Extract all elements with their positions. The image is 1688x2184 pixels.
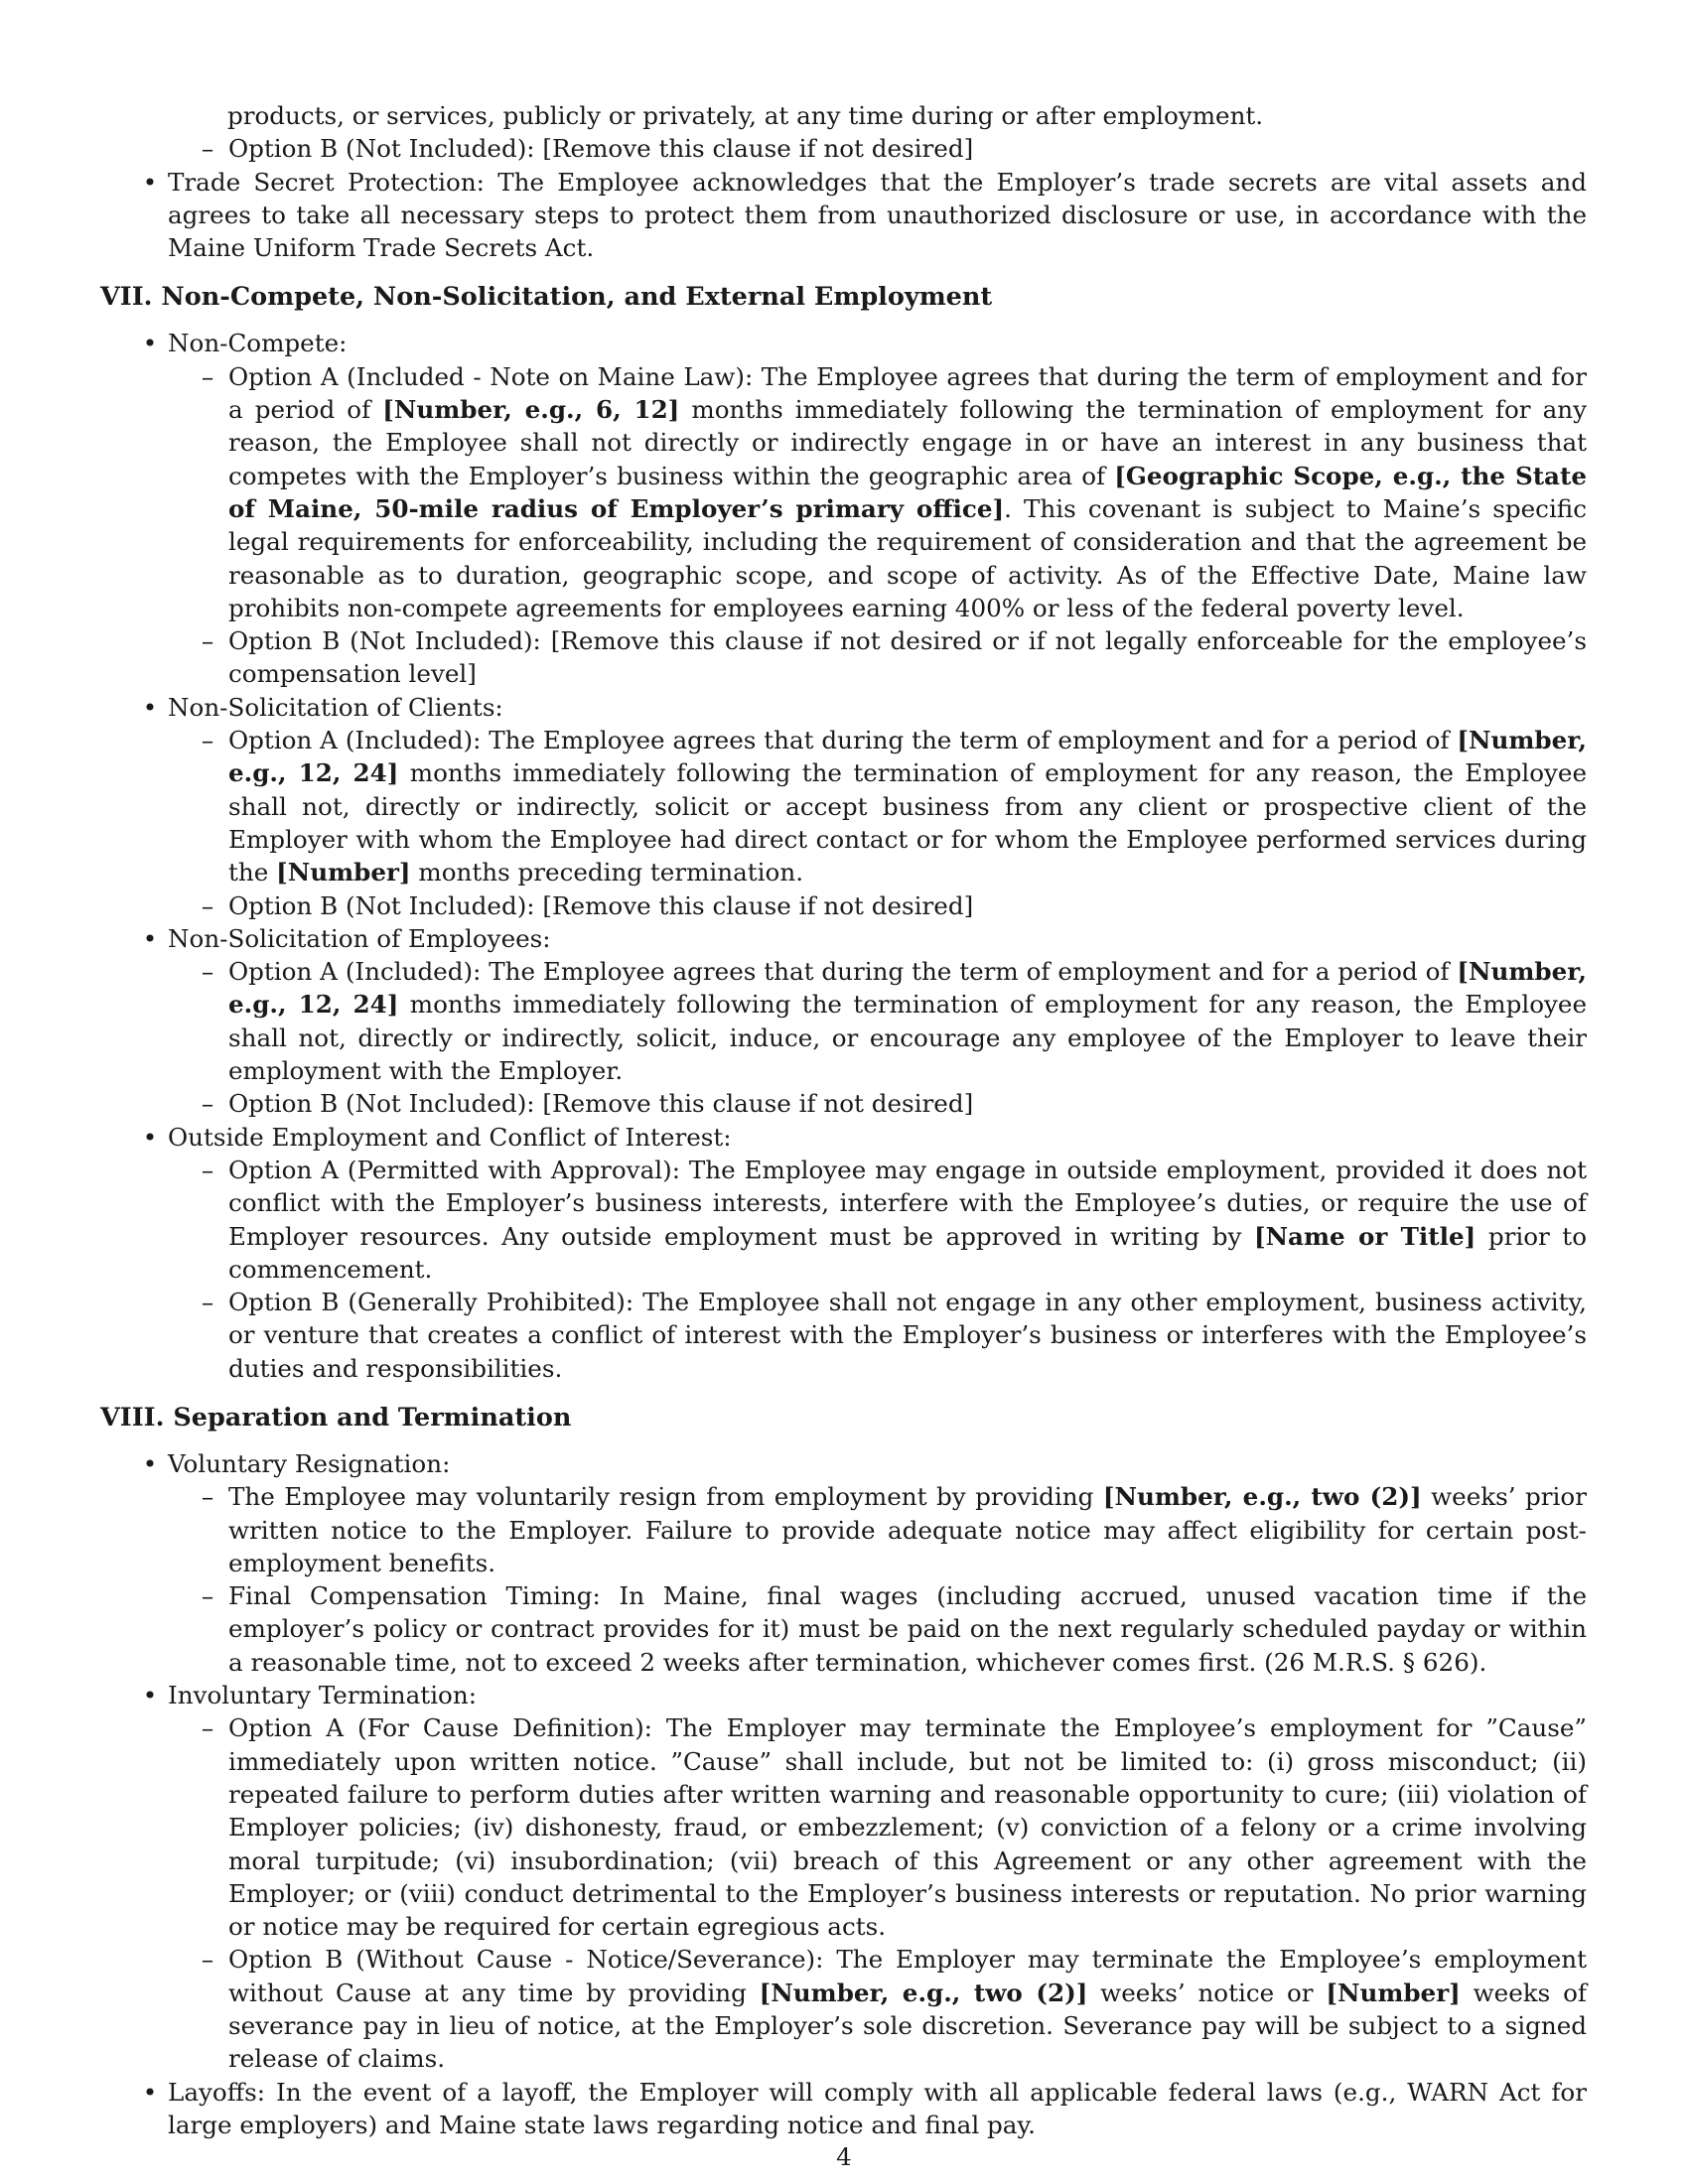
continuation-text: products, or services, publicly or privately, at any time during or after employment. bbox=[227, 101, 1264, 130]
item-label: Non-Solicitation of Clients: bbox=[168, 692, 503, 722]
bullet: • bbox=[142, 1681, 158, 1710]
bullet: • bbox=[142, 167, 158, 197]
dash-bullet: – bbox=[201, 1089, 214, 1119]
section-heading-viii: VIII. Separation and Termination bbox=[100, 1402, 572, 1433]
option-list bbox=[168, 955, 1587, 1120]
option-text: Option A (Included - Note on Maine Law): The Employee agrees that during the term of employment and for a period of bbox=[228, 361, 1587, 425]
option-list bbox=[168, 1711, 1587, 2075]
bullet: • bbox=[142, 1448, 158, 1478]
page-content bbox=[100, 99, 1587, 2141]
option-text: . This covenant is subject to Maine’s specific legal requirements for enforceability, including the requirement of consideration and that the agreement be reasonable as to duration, geographic scope, and scope of activity. As of the Effective Date, Maine law prohibits non-compete agreements for employees earning 400% or less of the federal poverty level. bbox=[228, 493, 1587, 622]
placeholder-field: [Number, e.g., 12, 24] bbox=[228, 957, 1587, 1020]
dash-bullet: – bbox=[201, 361, 214, 391]
option-text: Option A (Permitted with Approval): The Employee may engage in outside employment, provided it does not conflict with the Employer’s business interests, interfere with the Employee’s duties, or require the use of Employer resources. Any outside employment must be approved in writing by bbox=[228, 1155, 1587, 1251]
option-b bbox=[168, 889, 1587, 922]
option-a bbox=[168, 1711, 1587, 1943]
option-text: months immediately following the termination of employment for any reason, the Employee shall not directly or indirectly engage in or have an interest in any business that competes with the Employer’s business within the geographic area of bbox=[228, 395, 1587, 490]
placeholder-field: [Number, e.g., 12, 24] bbox=[228, 726, 1587, 788]
list-item-non-compete bbox=[100, 327, 1587, 690]
dash-bullet: – bbox=[201, 1482, 214, 1512]
dash-bullet: – bbox=[201, 134, 214, 164]
option-list bbox=[168, 1154, 1587, 1385]
list-item-non-solicitation-employees bbox=[100, 922, 1587, 1121]
sub-item bbox=[168, 1579, 1587, 1679]
dash-bullet: – bbox=[201, 1713, 214, 1743]
item-text: Layoffs: In the event of a layoff, the Employer will comply with all applicable federal laws (e.g., WARN Act for large employers) and Maine state laws regarding notice and final pay. bbox=[168, 2077, 1587, 2139]
bullet: • bbox=[142, 692, 158, 722]
option-text: weeks’ notice or bbox=[1087, 1978, 1327, 2007]
option-text: Final Compensation Timing: In Maine, final wages (including accrued, unused vacation time if the employer’s policy or contract provides for it) must be paid on the next regularly scheduled payday or within a reasonable time, not to exceed 2 weeks after termination, whichever comes first. (26 M.R.S. § 626). bbox=[228, 1581, 1587, 1677]
option-b bbox=[168, 1087, 1587, 1120]
option-text: Option B (Not Included): [Remove this clause if not desired] bbox=[228, 1089, 974, 1119]
item-label: Non-Solicitation of Employees: bbox=[168, 923, 551, 953]
placeholder-field: [Number] bbox=[1326, 1978, 1461, 2007]
placeholder-field: [Number, e.g., two (2)] bbox=[1102, 1482, 1422, 1512]
list-item-voluntary-resignation bbox=[100, 1447, 1587, 1679]
dash-bullet: – bbox=[201, 1945, 214, 1975]
dash-bullet: – bbox=[201, 726, 214, 755]
option-text: months preceding termination. bbox=[410, 858, 804, 887]
option-text: Option A (For Cause Definition): The Employer may terminate the Employee’s employment for ”Cause” immediately upon written notice. ”Cause” shall include, but not be limited to: (i) gross misconduct; (ii) repeated failure to perform duties after written warning and reasonable opportunity to cure; (iii) violation of Employer policies; (iv) dishonesty, fraud, or embezzlement; (v) conviction of a felony or a crime involving moral turpitude; (vi) insubordination; (vii) breach of this Agreement or any other agreement with the Employer; or (viii) conduct detrimental to the Employer’s business interests or reputation. No prior warning or notice may be required for certain egregious acts. bbox=[228, 1713, 1587, 1942]
list-item-outside-employment bbox=[100, 1121, 1587, 1385]
trade-secret-text: Trade Secret Protection: The Employee acknowledges that the Employer’s trade secrets are vital assets and agrees to take all necessary steps to protect them from unauthorized disclosure or use, in accordance with the Maine Uniform Trade Secrets Act. bbox=[168, 167, 1587, 263]
section-vii-list bbox=[100, 327, 1587, 1385]
option-b bbox=[168, 624, 1587, 691]
option-list bbox=[168, 724, 1587, 922]
option-text: prior to commencement. bbox=[228, 1221, 1587, 1284]
option-text: Option B (Without Cause - Notice/Severance): The Employer may terminate the Employee’s employment without Cause at any time by providing bbox=[228, 1945, 1587, 2007]
option-text: weeks of severance pay in lieu of notice, at the Employer’s sole discretion. Severance pay will be subject to a signed release of claims. bbox=[228, 1978, 1587, 2074]
placeholder-field: [Name or Title] bbox=[1253, 1221, 1477, 1251]
option-list bbox=[168, 132, 1587, 165]
option-a bbox=[168, 724, 1587, 888]
item-label: Non-Compete: bbox=[168, 329, 348, 358]
sub-item bbox=[168, 1480, 1587, 1579]
dash-bullet: – bbox=[201, 626, 214, 656]
section-heading-vii: VII. Non-Compete, Non-Solicitation, and External Employment bbox=[100, 282, 993, 313]
item-label: Voluntary Resignation: bbox=[168, 1448, 451, 1478]
list-item-non-solicitation-clients bbox=[100, 691, 1587, 922]
option-list bbox=[168, 1480, 1587, 1679]
option-a bbox=[168, 955, 1587, 1087]
option-text: months immediately following the termination of employment for any reason, the Employee shall not, directly or indirectly, solicit, induce, or encourage any employee of the Employer to leave their employment with the Employer. bbox=[228, 990, 1588, 1086]
placeholder-field: [Geographic Scope, e.g., the State of Maine, 50-mile radius of Employer’s primary office] bbox=[228, 461, 1588, 523]
section-viii-list bbox=[100, 1447, 1587, 2141]
list-item-layoffs bbox=[100, 2076, 1587, 2142]
page-number: 4 bbox=[836, 2142, 852, 2171]
option-text: Option B (Not Included): [Remove this clause if not desired or if not legally enforceable for the employee’s compensation level] bbox=[228, 626, 1587, 689]
bullet: • bbox=[142, 1122, 158, 1152]
dash-bullet: – bbox=[201, 1288, 214, 1317]
option-b bbox=[168, 1943, 1587, 2075]
item-label: Involuntary Termination: bbox=[168, 1681, 477, 1710]
bullet: • bbox=[142, 923, 158, 953]
item-label: Outside Employment and Conflict of Interest: bbox=[168, 1122, 732, 1152]
placeholder-field: [Number, e.g., 6, 12] bbox=[382, 395, 680, 425]
option-text: The Employee may voluntarily resign from employment by providing bbox=[228, 1482, 1103, 1512]
option-list bbox=[168, 360, 1587, 691]
option-b bbox=[168, 1286, 1587, 1385]
option-text: Option B (Generally Prohibited): The Employee shall not engage in any other employment, business activity, or venture that creates a conflict of interest with the Employer’s business or interferes with the Employee’s duties and responsibilities. bbox=[228, 1288, 1587, 1383]
placeholder-field: [Number, e.g., two (2)] bbox=[759, 1978, 1088, 2007]
dash-bullet: – bbox=[201, 1581, 214, 1611]
option-text: Option A (Included): The Employee agrees that during the term of employment and for a period of bbox=[228, 957, 1458, 987]
bullet-list bbox=[100, 166, 1587, 265]
option-text: weeks’ prior written notice to the Employer. Failure to provide adequate notice may affect eligibility for certain post-employment benefits. bbox=[228, 1482, 1587, 1577]
option-b-text: Option B (Not Included): [Remove this clause if not desired] bbox=[228, 134, 974, 164]
list-item bbox=[168, 132, 1587, 165]
option-text: Option A (Included): The Employee agrees that during the term of employment and for a period of bbox=[228, 726, 1458, 755]
dash-bullet: – bbox=[201, 890, 214, 920]
option-text: months immediately following the termination of employment for any reason, the Employee shall not, directly or indirectly, solicit or accept business from any client or prospective client of the Employer with whom the Employee had direct contact or for whom the Employee performed services during the bbox=[228, 758, 1588, 887]
placeholder-field: [Number] bbox=[276, 858, 411, 887]
bullet: • bbox=[142, 329, 158, 358]
bullet: • bbox=[142, 2077, 158, 2107]
list-item-involuntary-termination bbox=[100, 1679, 1587, 2076]
dash-bullet: – bbox=[201, 1155, 214, 1184]
option-a bbox=[168, 360, 1587, 624]
option-a bbox=[168, 1154, 1587, 1286]
dash-bullet: – bbox=[201, 957, 214, 987]
option-text: Option B (Not Included): [Remove this clause if not desired] bbox=[228, 890, 974, 920]
list-item bbox=[100, 166, 1587, 265]
